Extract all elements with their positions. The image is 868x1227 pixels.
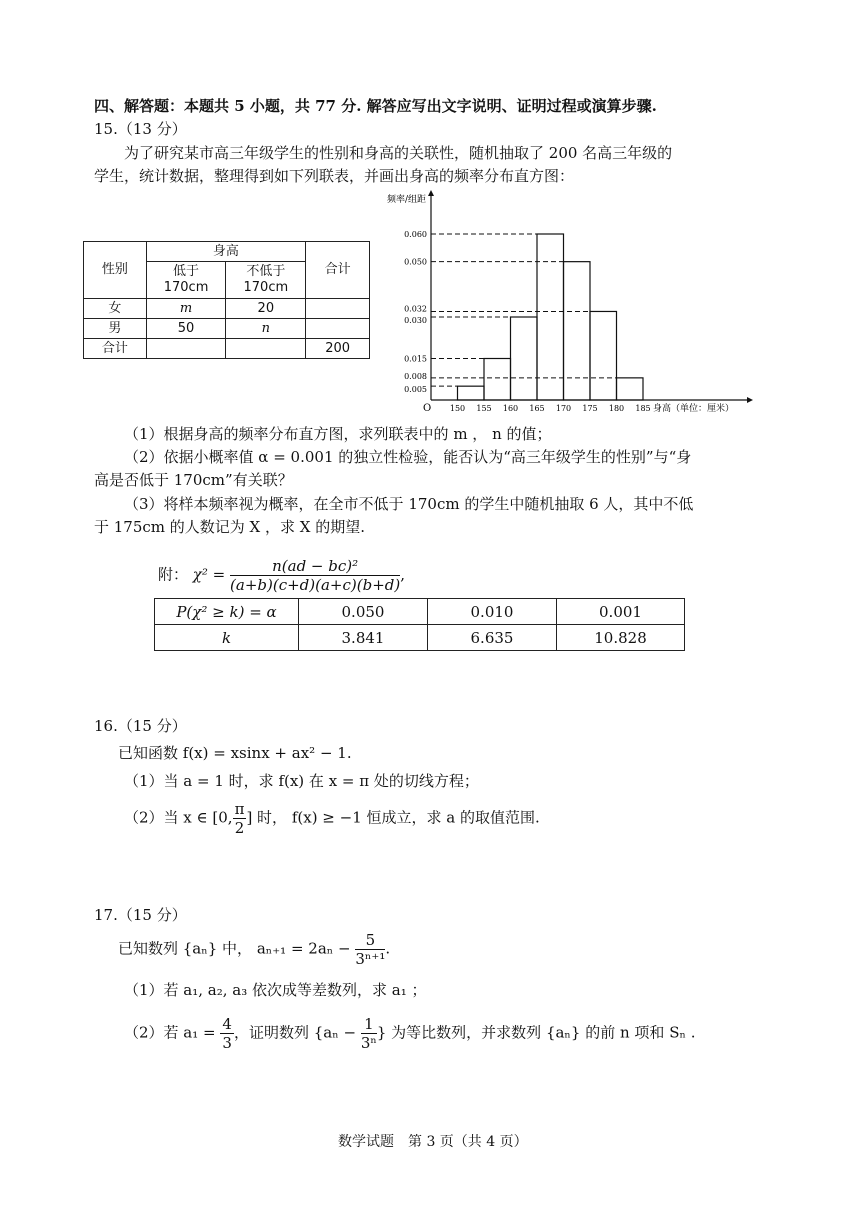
q16-line1: 已知函数 f(x) = xsinx + ax² − 1. (118, 744, 352, 762)
y-tick-label: 0.050 (404, 257, 427, 267)
q17-part2-den1: 3 (222, 1034, 232, 1052)
y-axis-label: 频率/组距 (387, 195, 427, 205)
q16-frac-num: π (234, 800, 245, 818)
q16-part2-pre: （2）当 x ∈ [0, (124, 808, 233, 827)
histogram-bar (484, 359, 511, 401)
formula-fraction (230, 557, 400, 594)
k-row2-cell: 3.841 (299, 625, 428, 651)
k-row2-cell: 6.635 (428, 625, 557, 651)
k-row1-cell: 0.010 (428, 599, 557, 625)
q17-line1-post: . (385, 939, 391, 958)
header-total: 合计 (306, 242, 370, 299)
q15-intro-line1: 为了研究某市高三年级学生的性别和身高的关联性，随机抽取了 200 名高三年级的 (124, 144, 673, 162)
contingency-table (83, 241, 370, 359)
y-axis-arrow (428, 190, 434, 196)
histogram-bar (511, 317, 538, 400)
x-tick-label: 160 (502, 404, 519, 413)
total-low-cell (146, 339, 226, 359)
q17-number: 17.（15 分） (94, 906, 187, 924)
q17-part2-mid: ，证明数列 {aₙ − (233, 1023, 357, 1042)
q15-part3-line2: 于 175cm 的人数记为 X ，求 X 的期望. (94, 518, 365, 536)
q15-part3-line1: （3）将样本频率视为概率，在全市不低于 170cm 的学生中随机抽取 6 人，其中不低 (124, 495, 694, 513)
q17-line1-den: 3ⁿ⁺¹ (355, 950, 386, 968)
x-tick-label: 185 (635, 404, 651, 413)
chi-square-formula (158, 557, 405, 594)
x-tick-label: 175 (582, 404, 598, 413)
formula-numerator: n(ad − bc)² (230, 557, 400, 576)
row-total-label: 合计 (84, 339, 147, 359)
q17-part2-fraction1 (220, 1015, 234, 1052)
k-row2-label: k (155, 625, 299, 651)
q17-line1-num: 5 (355, 931, 385, 950)
male-high-cell: n (226, 319, 306, 339)
q17-part1: （1）若 a₁, a₂, a₃ 依次成等差数列，求 a₁ ； (124, 981, 427, 999)
y-tick-label: 0.060 (404, 230, 427, 239)
total-high-cell (226, 339, 306, 359)
x-tick-label: 170 (555, 404, 572, 413)
header-high (226, 262, 306, 299)
grand-total-cell: 200 (306, 339, 370, 359)
q17-part2-post: } 为等比数列，并求数列 {aₙ} 的前 n 项和 Sₙ . (376, 1023, 696, 1042)
appendix-label: 附： (158, 565, 189, 584)
header-low (146, 262, 226, 299)
histogram-bar (537, 234, 564, 400)
page-footer: 数学试题 第 3 页（共 4 页） (338, 1134, 528, 1150)
x-axis-arrow (747, 397, 753, 403)
formula-tail: , (400, 565, 405, 584)
q17-line1-pre: 已知数列 {aₙ} 中， aₙ₊₁ = 2aₙ − (118, 939, 351, 958)
q15-intro-line2: 学生，统计数据，整理得到如下列联表，并画出身高的频率分布直方图： (94, 167, 575, 185)
header-high-line2: 170cm (243, 280, 289, 295)
q16-part2-post: ] 时， f(x) ≥ −1 恒成立，求 a 的取值范围. (246, 808, 540, 827)
header-gender: 性别 (84, 242, 147, 299)
x-axis-label: 身高（单位：厘米） (653, 404, 735, 414)
header-low-line2: 170cm (163, 280, 209, 295)
row-female-label: 女 (84, 299, 147, 319)
q16-fraction (233, 800, 247, 837)
q17-line1 (118, 931, 390, 968)
q16-number: 16.（15 分） (94, 717, 187, 735)
x-tick-label: 155 (476, 404, 492, 413)
q17-part2-pre: （2）若 a₁ = (124, 1023, 216, 1042)
table-row (84, 299, 370, 319)
q15-part2-line1: （2）依据小概率值 α = 0.001 的独立性检验，能否认为“高三年级学生的性别”与“身 (124, 448, 692, 466)
table-row (155, 599, 685, 625)
q16-frac-den: 2 (234, 819, 245, 837)
y-tick-label: 0.030 (404, 316, 427, 325)
male-low-cell: 50 (146, 319, 226, 339)
histogram-bar (564, 262, 591, 400)
origin-label: O (423, 403, 432, 414)
x-tick-label: 165 (529, 404, 545, 413)
k-row1-label: P(χ² ≥ k) = α (155, 599, 299, 625)
female-high-cell: 20 (226, 299, 306, 319)
formula-denominator: (a+b)(c+d)(a+c)(b+d) (230, 576, 401, 594)
q17-part2-den2: 3ⁿ (360, 1034, 377, 1052)
table-row (155, 625, 685, 651)
height-histogram (385, 188, 760, 418)
header-low-line1: 低于 (173, 264, 200, 279)
q16-part2 (124, 800, 540, 837)
q17-part2-num1: 4 (222, 1015, 232, 1033)
q15-number: 15.（13 分） (94, 120, 187, 138)
female-total-cell (306, 299, 370, 319)
y-tick-label: 0.015 (404, 354, 427, 364)
q17-part2-num2: 1 (361, 1015, 377, 1034)
q17-part2-fraction2 (361, 1015, 377, 1052)
q17-part2 (124, 1015, 696, 1052)
q16-part1: （1）当 a = 1 时，求 f(x) 在 x = π 处的切线方程； (124, 772, 479, 790)
k-row2-cell: 10.828 (557, 625, 685, 651)
y-tick-label: 0.008 (404, 371, 427, 381)
male-total-cell (306, 319, 370, 339)
critical-value-table (154, 598, 685, 651)
histogram-bar (617, 378, 644, 400)
section-header: 四、解答题：本题共 5 小题，共 77 分. 解答应写出文字说明、证明过程或演算步骤. (94, 97, 657, 115)
q15-part2-line2: 高是否低于 170cm”有关联？ (94, 471, 293, 489)
formula-lhs: χ² = (192, 565, 226, 584)
k-row1-cell: 0.001 (557, 599, 685, 625)
x-tick-label: 180 (608, 404, 625, 413)
y-tick-label: 0.005 (404, 385, 427, 395)
q17-line1-fraction (355, 931, 385, 968)
q15-part1: （1）根据身高的频率分布直方图，求列联表中的 m ， n 的值； (124, 425, 552, 443)
female-low-cell: m (146, 299, 226, 319)
k-row1-cell: 0.050 (299, 599, 428, 625)
header-high-line1: 不低于 (246, 264, 286, 279)
table-row (84, 319, 370, 339)
histogram-bar (590, 311, 617, 400)
histogram-bar (458, 386, 485, 400)
x-tick-label: 150 (449, 404, 466, 413)
y-tick-label: 0.032 (404, 304, 427, 314)
table-row (84, 339, 370, 359)
header-height: 身高 (146, 242, 306, 262)
row-male-label: 男 (84, 319, 147, 339)
